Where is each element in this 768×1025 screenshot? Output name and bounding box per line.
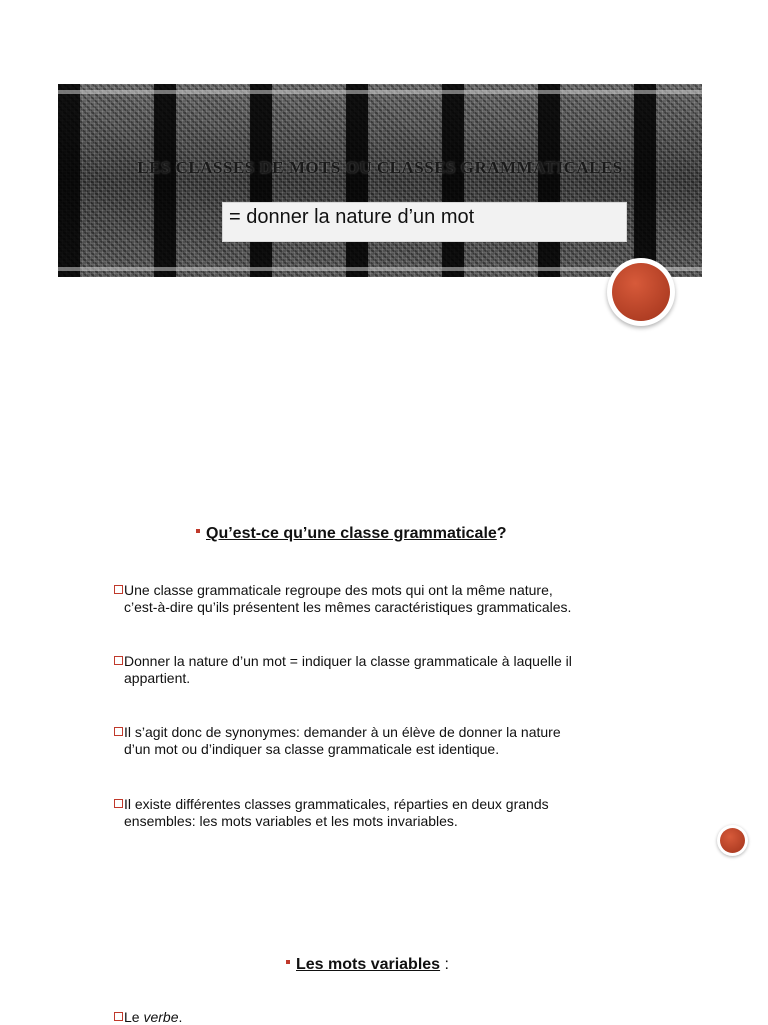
checkbox-bullet-icon	[114, 799, 123, 808]
square-bullet-icon	[286, 960, 290, 964]
subtitle-box	[222, 202, 627, 242]
title-banner	[58, 84, 702, 277]
slide-title: LES CLASSES DE MOTS OU CLASSES GRAMMATICALES	[137, 158, 623, 177]
banner-stripe-top	[58, 90, 702, 94]
paragraph-4: Il existe différentes classes grammaticales, réparties en deux grands ensembles: les mots variables et les mots invariables.	[114, 796, 654, 830]
section-heading-definition: Qu’est-ce qu’une classe grammaticale?	[196, 525, 507, 543]
list-item-verbe: Le verbe.	[114, 1009, 182, 1025]
checkbox-bullet-icon	[114, 656, 123, 665]
decorative-circle-icon	[717, 825, 748, 856]
slide-subtitle: = donner la nature d’un mot	[229, 206, 475, 228]
paragraph-2: Donner la nature d’un mot = indiquer la classe grammaticale à laquelle il appartient.	[114, 653, 654, 687]
square-bullet-icon	[196, 529, 200, 533]
checkbox-bullet-icon	[114, 1012, 123, 1021]
checkbox-bullet-icon	[114, 585, 123, 594]
section-heading-variables: Les mots variables :	[286, 956, 449, 974]
banner-stripe-bottom	[58, 267, 702, 271]
decorative-circle-icon	[607, 258, 675, 326]
checkbox-bullet-icon	[114, 727, 123, 736]
paragraph-1: Une classe grammaticale regroupe des mots qui ont la même nature, c’est-à-dire qu’ils présentent les mêmes caractéristiques grammaticales.	[114, 582, 654, 616]
paragraph-3: Il s’agit donc de synonymes: demander à un élève de donner la nature d’un mot ou d’indiquer sa classe grammaticale est identique.	[114, 724, 654, 758]
